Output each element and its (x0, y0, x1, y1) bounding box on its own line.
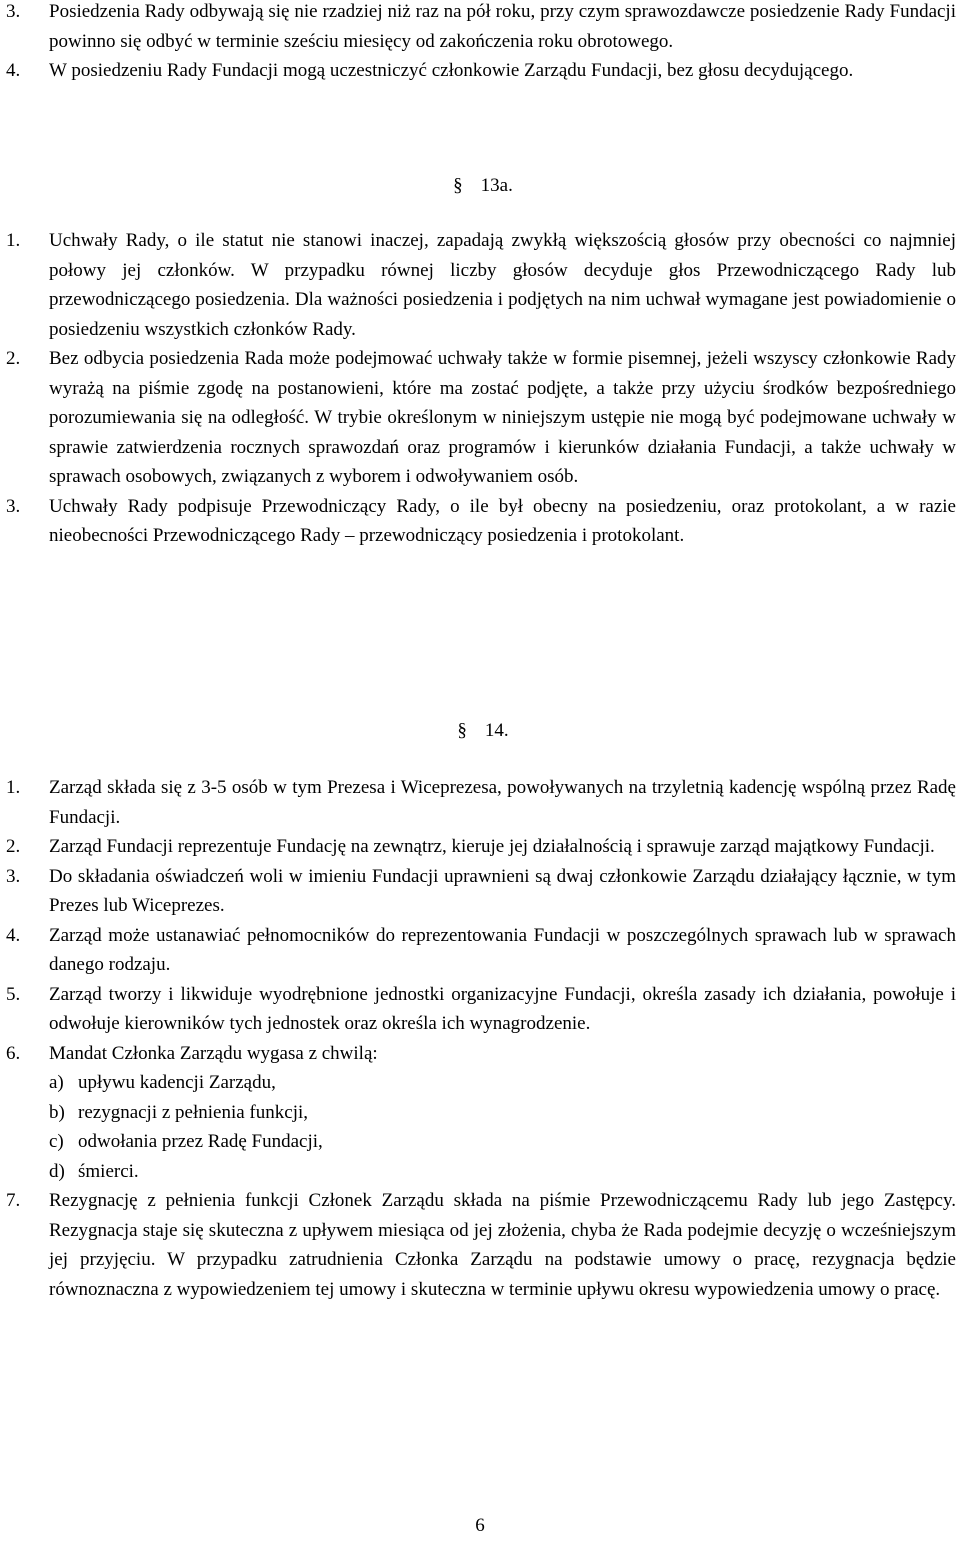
item-text: W posiedzeniu Rady Fundacji mogą uczestniczyć członkowie Zarządu Fundacji, bez głosu decydującego. (49, 60, 854, 81)
list-item (6, 980, 956, 1039)
list-item (6, 773, 956, 832)
list-item (6, 492, 956, 551)
item-text: Zarząd może ustanawiać pełnomocników do reprezentowania Fundacji w poszczególnych sprawach lub w sprawach danego rodzaju. (49, 924, 956, 975)
item-text: Zarząd tworzy i likwiduje wyodrębnione jednostki organizacyjne Fundacji, określa zasady ich działania, powołuje i odwołuje kierowników tych jednostek oraz określa ich wynagrodzenie. (49, 983, 956, 1034)
sub-item-label: c) (49, 1131, 64, 1152)
top-items (6, 0, 956, 86)
sub-list-item (6, 1157, 956, 1187)
section-title: 14. (484, 720, 509, 741)
item-text: Zarząd składa się z 3-5 osób w tym Prezesa i Wiceprezesa, powoływanych na trzyletnią kadencję wspólną przez Radę Fundacji. (49, 777, 956, 828)
sub-item-label: b) (49, 1101, 65, 1123)
sub-item-text: rezygnacji z pełnienia funkcji, (78, 1101, 309, 1123)
item-text: Do składania oświadczeń woli w imieniu Fundacji uprawnieni są dwaj członkowie Zarządu działający łącznie, w tym Prezes lub Wiceprezes. (49, 865, 956, 916)
item-text: Posiedzenia Rady odbywają się nie rzadziej niż raz na pół roku, przy czym sprawozdawcze posiedzenie Rady Fundacji powinno się odbyć w terminie sześciu miesięcy od zakończenia roku obrotowego. (49, 1, 956, 52)
item-number: 3. (6, 1, 21, 22)
sub-list-item (6, 1127, 956, 1157)
item-number: 4. (6, 60, 21, 81)
item-number: 1. (6, 777, 21, 798)
list-item (6, 832, 956, 862)
sub-item-text: upływu kadencji Zarządu, (78, 1072, 276, 1093)
item-number: 2. (6, 836, 21, 857)
list-item (6, 56, 956, 86)
item-number: 3. (6, 495, 21, 517)
sub-item-label: a) (49, 1072, 64, 1093)
paragraph-symbol: § (457, 720, 467, 741)
item-number: 6. (6, 1042, 21, 1064)
item-number: 5. (6, 983, 21, 1005)
sub-item-text: odwołania przez Radę Fundacji, (78, 1131, 323, 1152)
sub-item-label: d) (49, 1160, 65, 1182)
sub-item-text: śmierci. (78, 1160, 139, 1182)
list-item (6, 1186, 956, 1304)
item-text: Uchwały Rady, o ile statut nie stanowi inaczej, zapadają zwykłą większością głosów przy obecności co najmniej połowy jej członków. W przypadku równej liczby głosów decyduje głos Przewodniczącego Rady lub przewodniczącego posiedzenia. Dla ważności posiedzenia i podjętych na nim uchwał wymagane jest powiadomienie o posiedzeniu wszystkich członków Rady. (49, 230, 956, 340)
section-14-items (6, 773, 956, 1304)
section-heading-14 (0, 716, 960, 746)
page-number: 6 (475, 1515, 485, 1536)
item-text: Mandat Członka Zarządu wygasa z chwilą: (49, 1042, 378, 1064)
item-number: 2. (6, 348, 21, 369)
item-number: 3. (6, 865, 21, 887)
section-13a-items (6, 226, 956, 551)
item-text: Uchwały Rady podpisuje Przewodniczący Rady, o ile był obecny na posiedzeniu, oraz protokolant, a w razie nieobecności Przewodniczącego Rady – przewodniczący posiedzenia i protokolant. (49, 495, 956, 546)
item-number: 4. (6, 924, 21, 946)
list-item (6, 921, 956, 980)
list-item (6, 1039, 956, 1069)
list-item (6, 226, 956, 344)
item-text: Zarząd Fundacji reprezentuje Fundację na zewnątrz, kieruje jej działalnością i sprawuje zarząd majątkowy Fundacji. (49, 836, 935, 857)
list-item (6, 862, 956, 921)
item-number: 7. (6, 1190, 21, 1211)
list-item (6, 344, 956, 492)
list-item (6, 0, 956, 56)
item-text: Bez odbycia posiedzenia Rada może podejmować uchwały także w formie pisemnej, jeżeli wszyscy członkowie Rady wyrażą na piśmie zgodę na postanowieni, które ma zostać podjęte, a także przy użyciu środków bezpośredniego porozumiewania się na odległość. W trybie określonym w niniejszym ustępie nie mogą być podejmowane uchwały w sprawie zatwierdzenia rocznych sprawozdań oraz programów i kierunków działania Fundacji, a także uchwały w sprawach osobowych, związanych z wyborem i odwoływaniem osób. (49, 348, 956, 487)
section-title: 13a. (480, 175, 513, 196)
section-heading-13a (0, 171, 960, 201)
item-text: Rezygnację z pełnienia funkcji Członek Zarządu składa na piśmie Przewodniczącemu Rady lub jego Zastępcy. Rezygnacja staje się skuteczna z upływem miesiąca od jej złożenia, chyba że Rada podejmie decyzję o wcześniejszym jej przyjęciu. W przypadku zatrudnienia Członka Zarządu na podstawie umowy o pracę, rezygnacja będzie równoznaczna z wypowiedzeniem tej umowy i skuteczna w terminie upływu okresu wypowiedzenia umowy o pracę. (49, 1190, 956, 1300)
sub-list-item (6, 1098, 956, 1128)
paragraph-symbol: § (453, 175, 463, 196)
item-number: 1. (6, 230, 21, 251)
sub-list-item (6, 1068, 956, 1098)
